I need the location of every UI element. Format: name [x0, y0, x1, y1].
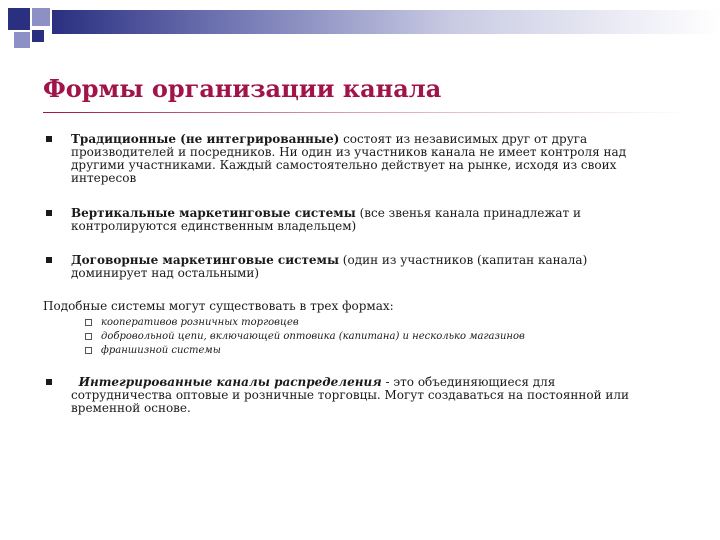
deco-square-3 — [14, 32, 30, 48]
header-gradient-bar — [52, 10, 720, 34]
bullet-desc: состоят из независимых друг от друга производителей и посредников. Ни один из участников канала не имеет контроля над другими участниками. Каждый самостоятельно действует на рынке, исходя из своих интересов — [71, 132, 627, 185]
bullet-desc: (один из участников (капитан канала) доминирует над остальными) — [71, 253, 588, 280]
bullet-desc: - это объединяющиеся для сотрудничества оптовые и розничные торговцы. Могут создаваться на постоянной или временной основе. — [71, 375, 630, 415]
slide-title: Формы организации канала — [43, 74, 442, 103]
bullet-text — [71, 207, 641, 233]
forms-intro: Подобные системы могут существовать в трех формах: — [43, 299, 394, 313]
bullet-text — [71, 376, 641, 415]
bullet-text — [71, 254, 641, 280]
checkbox-square-icon — [85, 347, 92, 354]
checkbox-square-icon — [85, 333, 92, 340]
deco-square-1 — [8, 8, 30, 30]
form-item-label: добровольной цепи, включающей оптовика (капитана) и несколько магазинов — [101, 331, 525, 342]
checkbox-square-icon — [85, 319, 92, 326]
bullet-term: Договорные маркетинговые системы — [71, 253, 339, 267]
title-underline — [43, 112, 689, 113]
bullet-square-icon — [46, 210, 52, 216]
bullet-term: Вертикальные маркетинговые системы — [71, 206, 356, 220]
bullet-term: Интегрированные каналы распределения — [78, 375, 382, 389]
bullet-square-icon — [46, 257, 52, 263]
bullet-desc: (все звенья канала принадлежат и контролируются единственным владельцем) — [71, 206, 581, 233]
deco-square-4 — [32, 30, 44, 42]
form-item-label: кооперативов розничных торговцев — [101, 317, 299, 328]
bullet-square-icon — [46, 379, 52, 385]
bullet-text — [71, 133, 641, 185]
bullet-term: Традиционные (не интегрированные) — [71, 132, 340, 146]
deco-square-2 — [32, 8, 50, 26]
bullet-square-icon — [46, 136, 52, 142]
form-item-label: франшизной системы — [101, 345, 221, 356]
